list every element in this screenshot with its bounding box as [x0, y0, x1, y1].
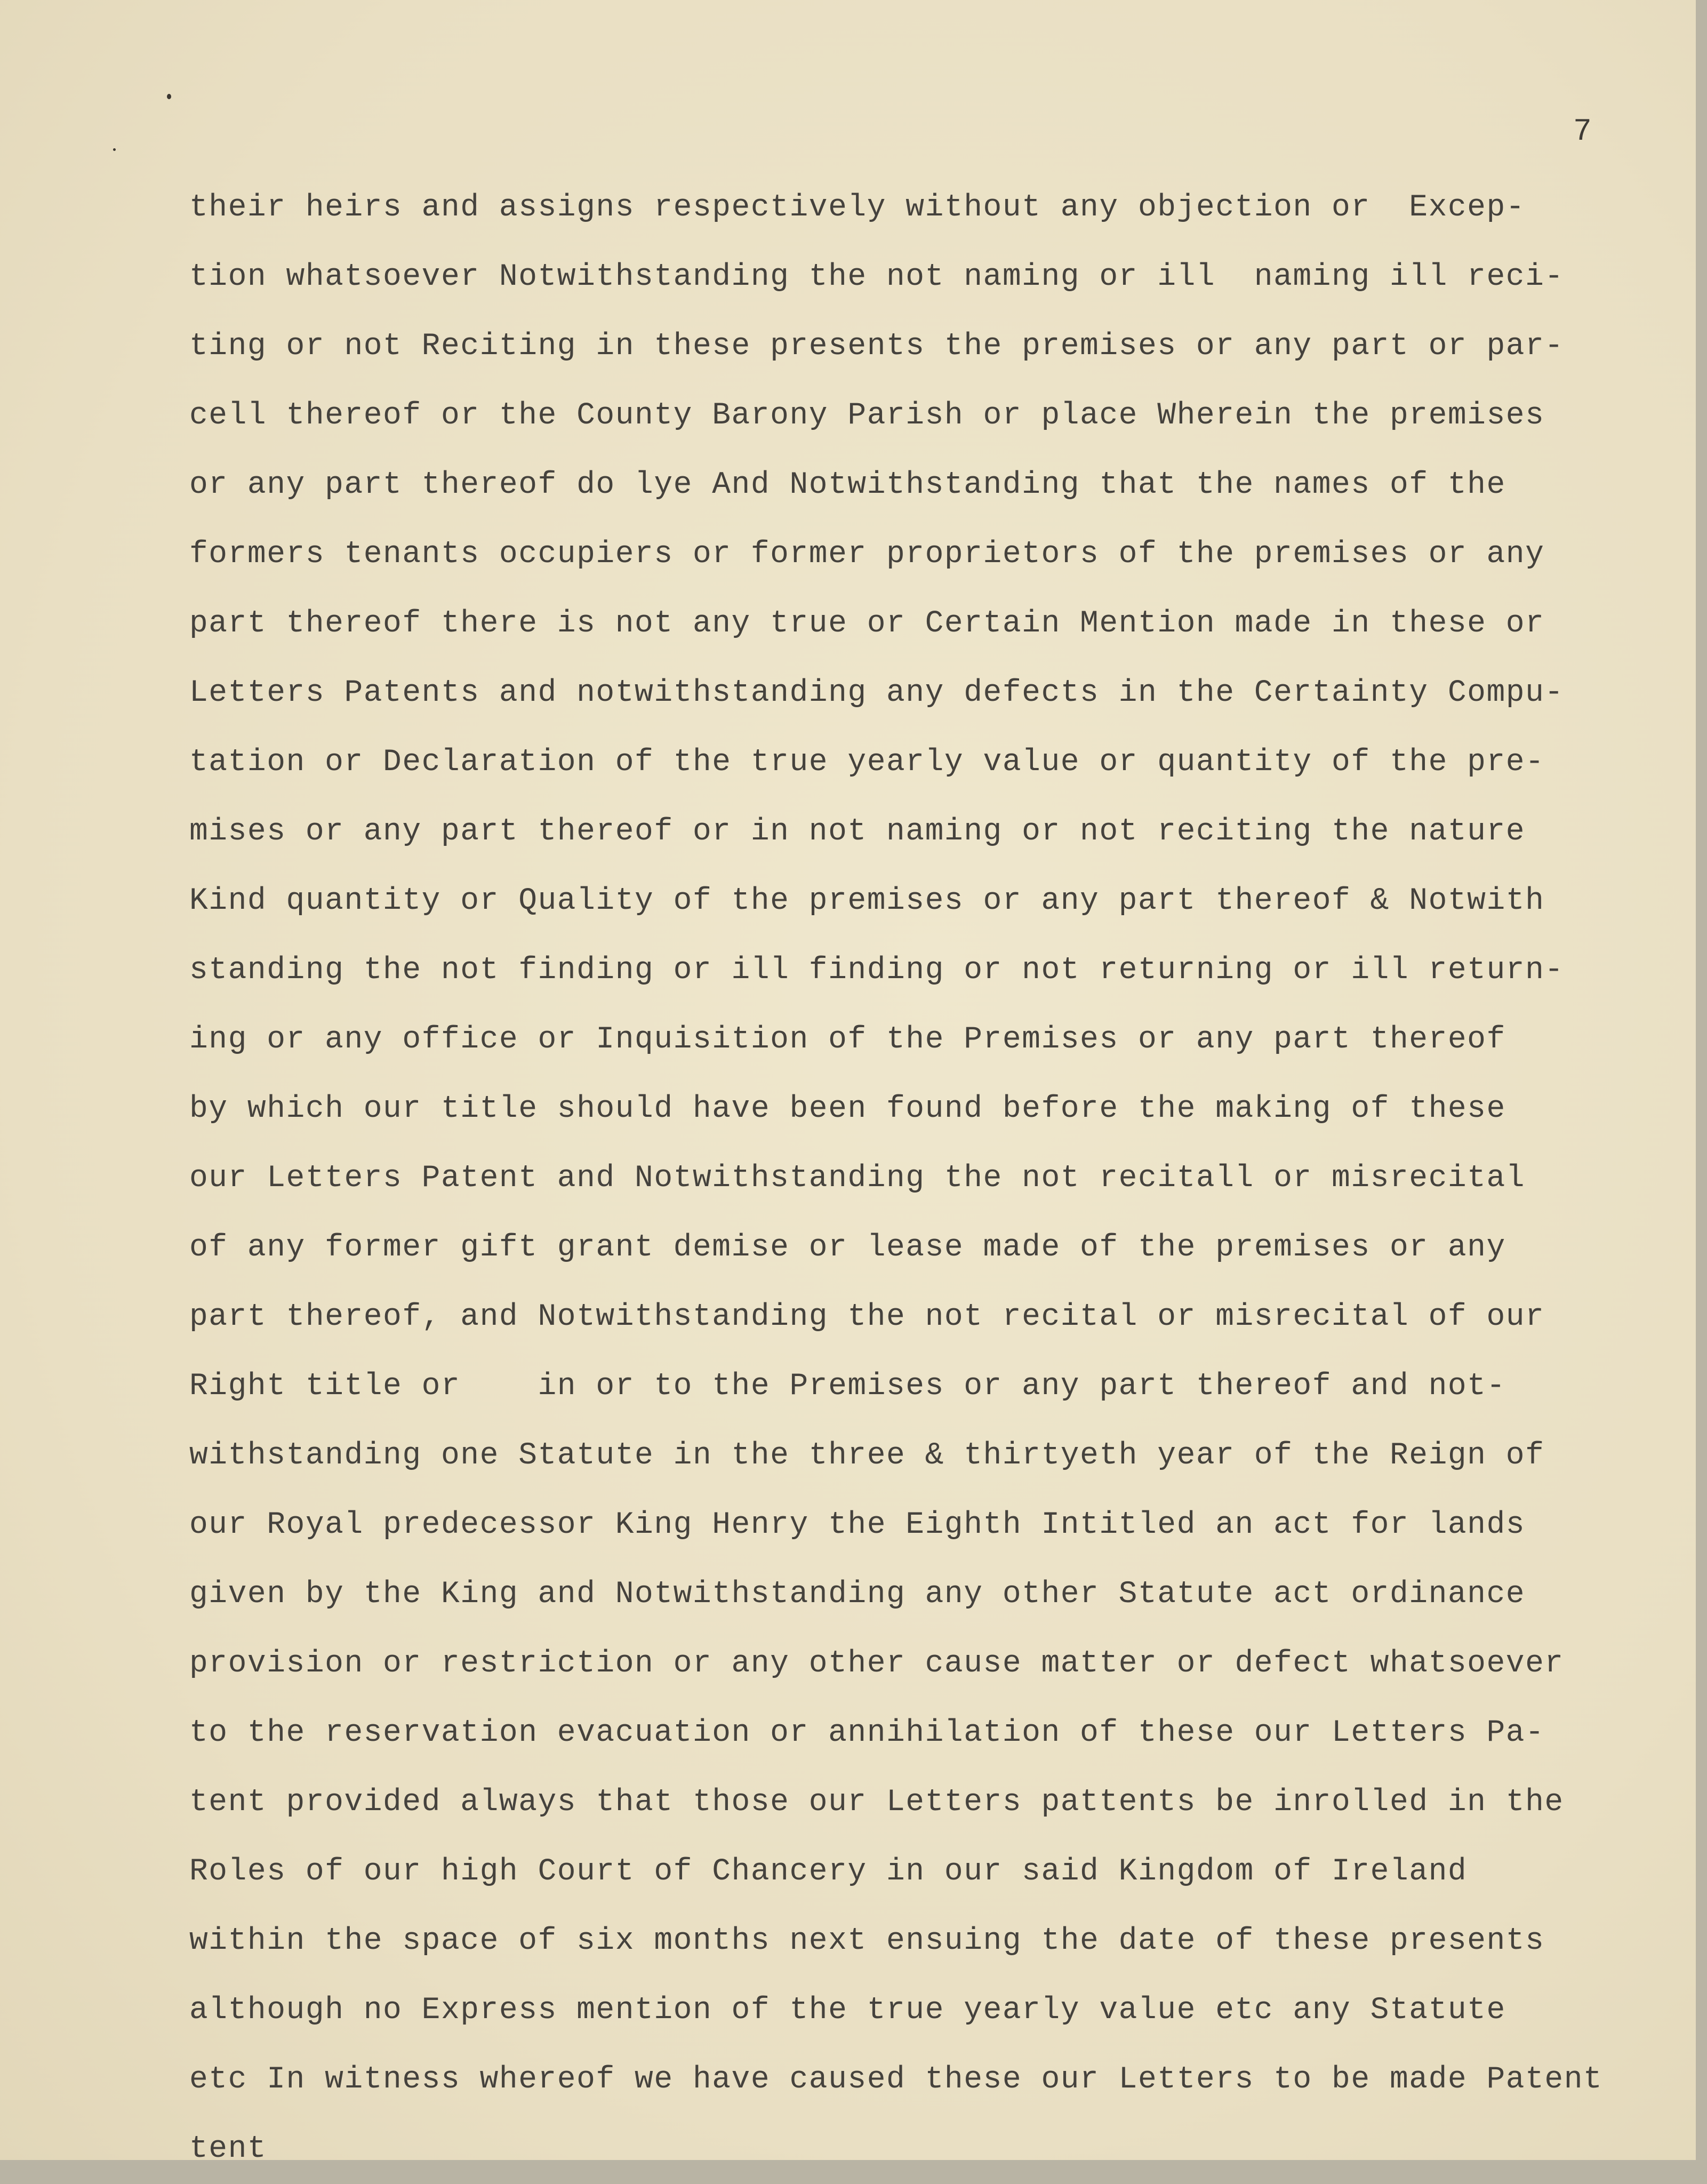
text-line: provision or restriction or any other cause matter or defect whatsoever — [189, 1646, 1564, 1681]
text-line: by which our title should have been found before the making of these — [189, 1092, 1506, 1126]
text-line: cell thereof or the County Barony Parish or place Wherein the premises — [189, 398, 1545, 433]
text-line: although no Express mention of the true yearly value etc any Statute — [189, 1993, 1506, 2028]
text-line: tation or Declaration of the true yearly value or quantity of the pre- — [189, 745, 1545, 780]
text-line: mises or any part thereof or in not naming or not reciting the nature — [189, 814, 1526, 849]
text-line: or any part thereof do lye And Notwithstanding that the names of the — [189, 468, 1506, 502]
text-line: ing or any office or Inquisition of the Premises or any part thereof — [189, 1022, 1506, 1057]
text-line: withstanding one Statute in the three & thirtyeth year of the Reign of — [189, 1438, 1545, 1473]
page-number: 7 — [1573, 115, 1592, 149]
text-line: Kind quantity or Quality of the premises or any part thereof & Notwith — [189, 884, 1545, 918]
text-line: etc In witness whereof we have caused these our Letters to be made Patent — [189, 2062, 1603, 2097]
text-line: formers tenants occupiers or former proprietors of the premises or any — [189, 537, 1545, 572]
text-line: tent — [189, 2132, 267, 2166]
text-line: given by the King and Notwithstanding any other Statute act ordinance — [189, 1577, 1526, 1612]
text-line: our Royal predecessor King Henry the Eighth Intitled an act for lands — [189, 1508, 1526, 1542]
text-line: of any former gift grant demise or lease made of the premises or any — [189, 1230, 1506, 1265]
text-line: ting or not Reciting in these presents the premises or any part or par- — [189, 329, 1564, 364]
text-line: their heirs and assigns respectively without any objection or Excep- — [189, 190, 1526, 225]
typed-text-body — [189, 173, 1672, 2184]
text-line: to the reservation evacuation or annihilation of these our Letters Pa- — [189, 1716, 1545, 1750]
text-line: part thereof there is not any true or Certain Mention made in these or — [189, 606, 1545, 641]
ink-speck — [113, 148, 116, 151]
ink-speck — [167, 94, 171, 99]
text-line: within the space of six months next ensuing the date of these presents — [189, 1924, 1545, 1958]
text-line: tent provided always that those our Letters pattents be inrolled in the — [189, 1785, 1564, 1820]
text-line: part thereof, and Notwithstanding the not recital or misrecital of our — [189, 1300, 1545, 1334]
text-line: Right title or in or to the Premises or any part thereof and not- — [189, 1369, 1506, 1404]
text-line: tion whatsoever Notwithstanding the not naming or ill naming ill reci- — [189, 260, 1564, 294]
text-line: Letters Patents and notwithstanding any defects in the Certainty Compu- — [189, 676, 1564, 710]
text-line: our Letters Patent and Notwithstanding the not recitall or misrecital — [189, 1161, 1526, 1196]
text-line: standing the not finding or ill finding or not returning or ill return- — [189, 953, 1564, 988]
text-line: Roles of our high Court of Chancery in our said Kingdom of Ireland — [189, 1854, 1468, 1889]
